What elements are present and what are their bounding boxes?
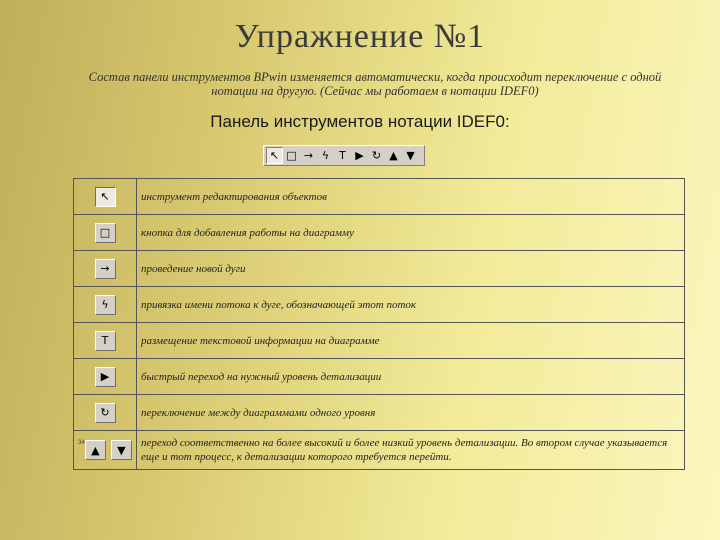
tool-description: инструмент редактирования объектов <box>137 179 685 215</box>
up-icon[interactable]: ▲ <box>389 149 398 162</box>
slide-title: Упражнение №1 <box>234 18 486 55</box>
rotate-icon[interactable]: ↻ <box>371 149 382 162</box>
table-row <box>74 323 685 359</box>
tool-description: размещение текстовой информации на диаграмме <box>137 323 685 359</box>
subtitle <box>60 70 690 98</box>
table-row <box>74 251 685 287</box>
section-title: Панель инструментов нотации IDEF0: <box>210 112 510 131</box>
table-row <box>74 359 685 395</box>
text-icon[interactable]: T <box>339 149 346 162</box>
tool-description: проведение новой дуги <box>137 251 685 287</box>
box-icon: □ <box>95 223 116 243</box>
tool-description: привязка имени потока к дуге, обозначающей этот поток <box>137 287 685 323</box>
up-icon: ▲ <box>85 440 106 460</box>
tool-description: кнопка для добавления работы на диаграмму <box>137 215 685 251</box>
text-icon: T <box>95 331 116 351</box>
table-row <box>74 431 685 470</box>
table-row <box>74 215 685 251</box>
pointer-icon[interactable]: ↖ <box>266 147 283 164</box>
table-row <box>74 287 685 323</box>
table-row <box>74 179 685 215</box>
go-to-level-icon[interactable]: ▶ <box>355 149 364 162</box>
level-number: 34 <box>78 439 85 446</box>
tools-table <box>73 178 685 470</box>
box-icon[interactable]: □ <box>286 149 297 162</box>
arrow-icon: → <box>95 259 116 279</box>
tool-description: переход соответственно на более высокий и более низкий уровень детализации. Во втором случае указывается еще и тот процесс, к детализации которого требуется перейти. <box>137 431 685 470</box>
squiggle-icon: ϟ <box>95 295 116 315</box>
idef0-toolbar <box>263 145 425 166</box>
rotate-icon: ↻ <box>95 403 116 423</box>
pointer-icon: ↖ <box>95 187 116 207</box>
tool-description: быстрый переход на нужный уровень детализации <box>137 359 685 395</box>
squiggle-icon[interactable]: ϟ <box>321 149 330 162</box>
down-icon: ▼ <box>111 440 132 460</box>
subtitle-line-2: нотации на другую. (Сейчас мы работаем в нотации IDEF0) <box>211 84 539 98</box>
table-row <box>74 395 685 431</box>
subtitle-line-1: Состав панели инструментов BPwin изменяется автоматически, когда происходит переключение с одной <box>88 70 662 84</box>
go-to-level-icon: ▶ <box>95 367 116 387</box>
tool-description: переключение между диаграммами одного уровня <box>137 395 685 431</box>
arrow-icon[interactable]: → <box>303 149 314 162</box>
down-icon[interactable]: ▼ <box>406 149 415 162</box>
